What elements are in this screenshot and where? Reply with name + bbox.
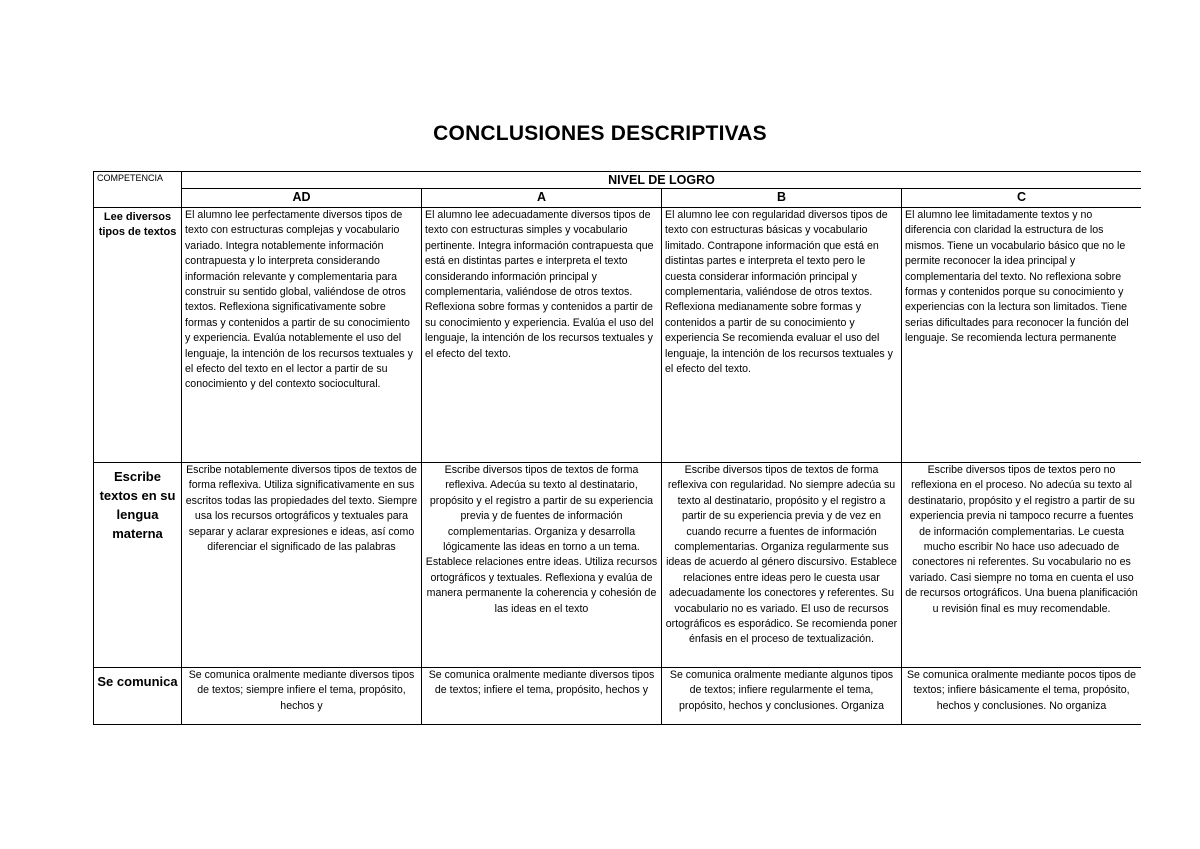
competence-label: Escribe textos en su lengua materna [94,463,182,668]
competence-label: Lee diversos tipos de textos [94,208,182,463]
level-header-ad: AD [182,189,422,208]
level-header-c: C [902,189,1142,208]
nivel-de-logro-header: NIVEL DE LOGRO [182,172,1142,189]
descriptor-cell: Escribe diversos tipos de textos pero no reflexiona en el proceso. No adecúa su texto al destinatario, propósito y el registro a partir de su experiencia previa ni tampoco recurre a fuentes de información complementarias. Le cuesta mucho escribir No hace uso adecuado de conectores ni referentes. Su vocabulario no es variado. Casi siempre no toma en cuenta el uso de recursos ortográficos. Una buena planificación u revisión final es muy recomendable. [902,463,1142,668]
table-row [94,208,1142,463]
rubric-table [93,171,1141,725]
descriptor-cell: El alumno lee limitadamente textos y no diferencia con claridad la estructura de los mismos. Tiene un vocabulario básico que no le permite reconocer la idea principal y complementaria del texto. No reflexiona sobre formas y contenidos porque su conocimiento y experiencias con la lectura son limitados. Tiene serias dificultades para reconocer la función del lenguaje. Se recomienda lectura permanente [902,208,1142,463]
competencia-header: COMPETENCIA [94,172,182,208]
table-row [94,668,1142,726]
page-title: CONCLUSIONES DESCRIPTIVAS [433,122,767,145]
descriptor-cell: Escribe diversos tipos de textos de forma reflexiva con regularidad. No siempre adecúa su texto al destinatario, propósito y el registro a partir de su experiencia previa y de vez en cuando recurre a fuentes de información complementarias. Organiza regularmente sus ideas de acuerdo al género discursivo. Establece relaciones entre ideas pero le cuesta usar adecuadamente los conectores y referentes. Su vocabulario no es variado. El uso de recursos ortográficos es esporádico. Se recomienda poner énfasis en el proceso de textualización. [662,463,902,668]
descriptor-cell: El alumno lee perfectamente diversos tipos de texto con estructuras complejas y vocabulario variado. Integra notablemente información contrapuesta y lo interpreta considerando información relevante y complementaria para construir su sentido global, valiéndose de otros textos. Reflexiona significativamente sobre formas y contenidos a partir de su conocimiento y experiencia. Evalúa notablemente el uso del lenguaje, la intención de los recursos textuales y el efecto del texto en el lector a partir de su conocimiento y del contexto sociocultural. [182,208,422,463]
descriptor-cell: Se comunica oralmente mediante pocos tipos de textos; infiere básicamente el tema, propósito, hechos y conclusiones. No organiza [902,668,1142,726]
table-row [94,463,1142,668]
descriptor-cell: El alumno lee con regularidad diversos tipos de texto con estructuras básicas y vocabulario limitado. Contrapone información que está en distintas partes e interpreta el texto pero le cuesta considerar información principal y complementaria, valiéndose de otros textos. Reflexiona medianamente sobre formas y contenidos a partir de su conocimiento y experiencia Se recomienda evaluar el uso del lenguaje, la intención de los recursos textuales y el efecto del texto. [662,208,902,463]
competence-label: Se comunica [94,668,182,726]
level-header-b: B [662,189,902,208]
descriptor-cell: Escribe diversos tipos de textos de forma reflexiva. Adecúa su texto al destinatario, propósito y el registro a partir de su experiencia previa y de fuentes de información complementarias. Organiza y desarrolla lógicamente las ideas en torno a un tema. Establece relaciones entre ideas. Utiliza recursos ortográficos y textuales. Reflexiona y evalúa de manera permanente la coherencia y cohesión de las ideas en el texto [422,463,662,668]
descriptor-cell: El alumno lee adecuadamente diversos tipos de texto con estructuras simples y vocabulario pertinente. Integra información contrapuesta que está en distintas partes e interpreta el texto considerando información principal y complementaria, valiéndose de otros textos. Reflexiona sobre formas y contenidos a partir de su conocimiento y experiencia. Evalúa el uso del lenguaje, la intención de los recursos textuales y el efecto del texto. [422,208,662,463]
descriptor-cell: Escribe notablemente diversos tipos de textos de forma reflexiva. Utiliza significativamente en sus escritos todas las propiedades del texto. Siempre usa los recursos ortográficos y textuales para separar y aclarar expresiones e ideas, así como diferenciar el significado de las palabras [182,463,422,668]
descriptor-cell: Se comunica oralmente mediante algunos tipos de textos; infiere regularmente el tema, propósito, hechos y conclusiones. Organiza [662,668,902,726]
descriptor-cell: Se comunica oralmente mediante diversos tipos de textos; infiere el tema, propósito, hechos y [422,668,662,726]
rubric-table-container [93,171,1141,725]
level-header-a: A [422,189,662,208]
descriptor-cell: Se comunica oralmente mediante diversos tipos de textos; siempre infiere el tema, propósito, hechos y [182,668,422,726]
